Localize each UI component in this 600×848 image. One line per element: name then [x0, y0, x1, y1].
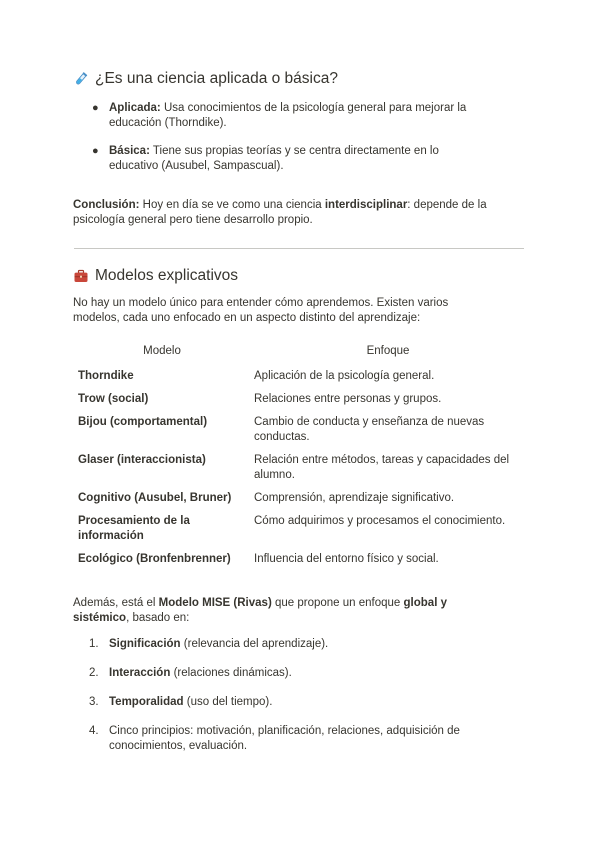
item-text-continued: educación (Thorndike).: [109, 117, 227, 129]
section-title: ¿Es una ciencia aplicada o básica?: [95, 70, 338, 87]
item-text-continued: conocimientos, evaluación.: [109, 740, 248, 752]
list-item: [92, 101, 529, 131]
cell-focus: Cambio de conducta y enseñanza de nuevas conductas.: [254, 416, 485, 443]
item-label: Aplicada:: [109, 102, 161, 114]
section-heading-applied-basic: [73, 70, 338, 88]
conclusion-text: Hoy en día se ve como una ciencia: [142, 199, 322, 211]
conclusion-text-end: : depende de la: [407, 199, 487, 211]
table-row: [74, 412, 526, 450]
item-label: Temporalidad: [109, 696, 184, 708]
table-row: [74, 366, 526, 389]
item-label: Significación: [109, 638, 181, 650]
intro-line2: modelos, cada uno enfocado en un aspecto distinto del aprendizaje:: [73, 312, 421, 324]
item-text: (uso del tiempo).: [186, 696, 273, 708]
bullet-dot: ●: [92, 145, 99, 157]
cell-model: Bijou (comportamental): [78, 416, 208, 428]
test-tube-icon: [73, 71, 89, 87]
section-divider: [74, 248, 524, 249]
section-title: Modelos explicativos: [95, 267, 239, 284]
bullet-list: [92, 101, 529, 181]
cell-model: Glaser (interaccionista): [78, 454, 206, 466]
item-text: Tiene sus propias teorías y se centra directamente en lo: [152, 145, 439, 157]
table-header-row: [74, 341, 526, 366]
list-item: [89, 637, 529, 652]
table-row: [74, 389, 526, 412]
conclusion-paragraph: [73, 198, 533, 228]
cell-focus: Influencia del entorno físico y social.: [254, 553, 439, 565]
item-label: Interacción: [109, 667, 171, 679]
cell-focus: Cómo adquirimos y procesamos el conocimiento.: [254, 515, 506, 527]
table-row: [74, 450, 526, 488]
list-item: [89, 666, 529, 681]
cell-model: Ecológico (Bronfenbrenner): [78, 553, 231, 565]
cell-focus: Aplicación de la psicología general.: [254, 370, 435, 382]
list-item: [89, 724, 529, 754]
intro-line1: No hay un modelo único para entender cómo aprendemos. Existen varios: [73, 297, 449, 309]
item-text: (relaciones dinámicas).: [173, 667, 292, 679]
item-label: Básica:: [109, 145, 150, 157]
list-number: 3.: [89, 696, 99, 708]
mise-paragraph: [73, 596, 533, 626]
conclusion-text-line2: psicología general pero tiene desarrollo propio.: [73, 214, 313, 226]
bullet-dot: ●: [92, 102, 99, 114]
item-text: Cinco principios: motivación, planificación, relaciones, adquisición de: [109, 725, 460, 737]
briefcase-icon: [73, 268, 89, 284]
list-item: [92, 144, 529, 174]
table-row: [74, 549, 526, 572]
list-number: 4.: [89, 725, 99, 737]
table-row: [74, 511, 526, 549]
section-heading-models: [73, 267, 238, 285]
mise-text-mid: que propone un enfoque: [274, 597, 401, 609]
conclusion-emphasis: interdisciplinar: [324, 199, 408, 211]
models-table: [74, 341, 526, 572]
list-number: 2.: [89, 667, 99, 679]
mise-emphasis-2: sistémico: [73, 612, 127, 624]
cell-model: Thorndike: [78, 370, 134, 382]
conclusion-label: Conclusión:: [73, 199, 140, 211]
cell-focus: Comprensión, aprendizaje significativo.: [254, 492, 455, 504]
item-text: (relevancia del aprendizaje).: [183, 638, 329, 650]
list-number: 1.: [89, 638, 99, 650]
cell-model: Procesamiento de la información: [78, 515, 190, 542]
cell-model: Trow (social): [78, 393, 149, 405]
cell-focus: Relaciones entre personas y grupos.: [254, 393, 442, 405]
mise-text-end: , basado en:: [126, 612, 190, 624]
item-text: Usa conocimientos de la psicología general para mejorar la: [163, 102, 467, 114]
column-header-model: Modelo: [143, 345, 181, 357]
table-row: [74, 488, 526, 511]
item-text-continued: educativo (Ausubel, Sampascual).: [109, 160, 284, 172]
mise-text: Además, está el: [73, 597, 156, 609]
column-header-focus: Enfoque: [366, 345, 410, 357]
models-intro: [73, 296, 533, 326]
cell-focus: Relación entre métodos, tareas y capacidades del alumno.: [254, 454, 510, 481]
mise-model-name: Modelo MISE (Rivas): [158, 597, 272, 609]
cell-model: Cognitivo (Ausubel, Bruner): [78, 492, 232, 504]
numbered-list: [89, 637, 529, 757]
list-item: [89, 695, 529, 710]
mise-emphasis: global y: [403, 597, 447, 609]
